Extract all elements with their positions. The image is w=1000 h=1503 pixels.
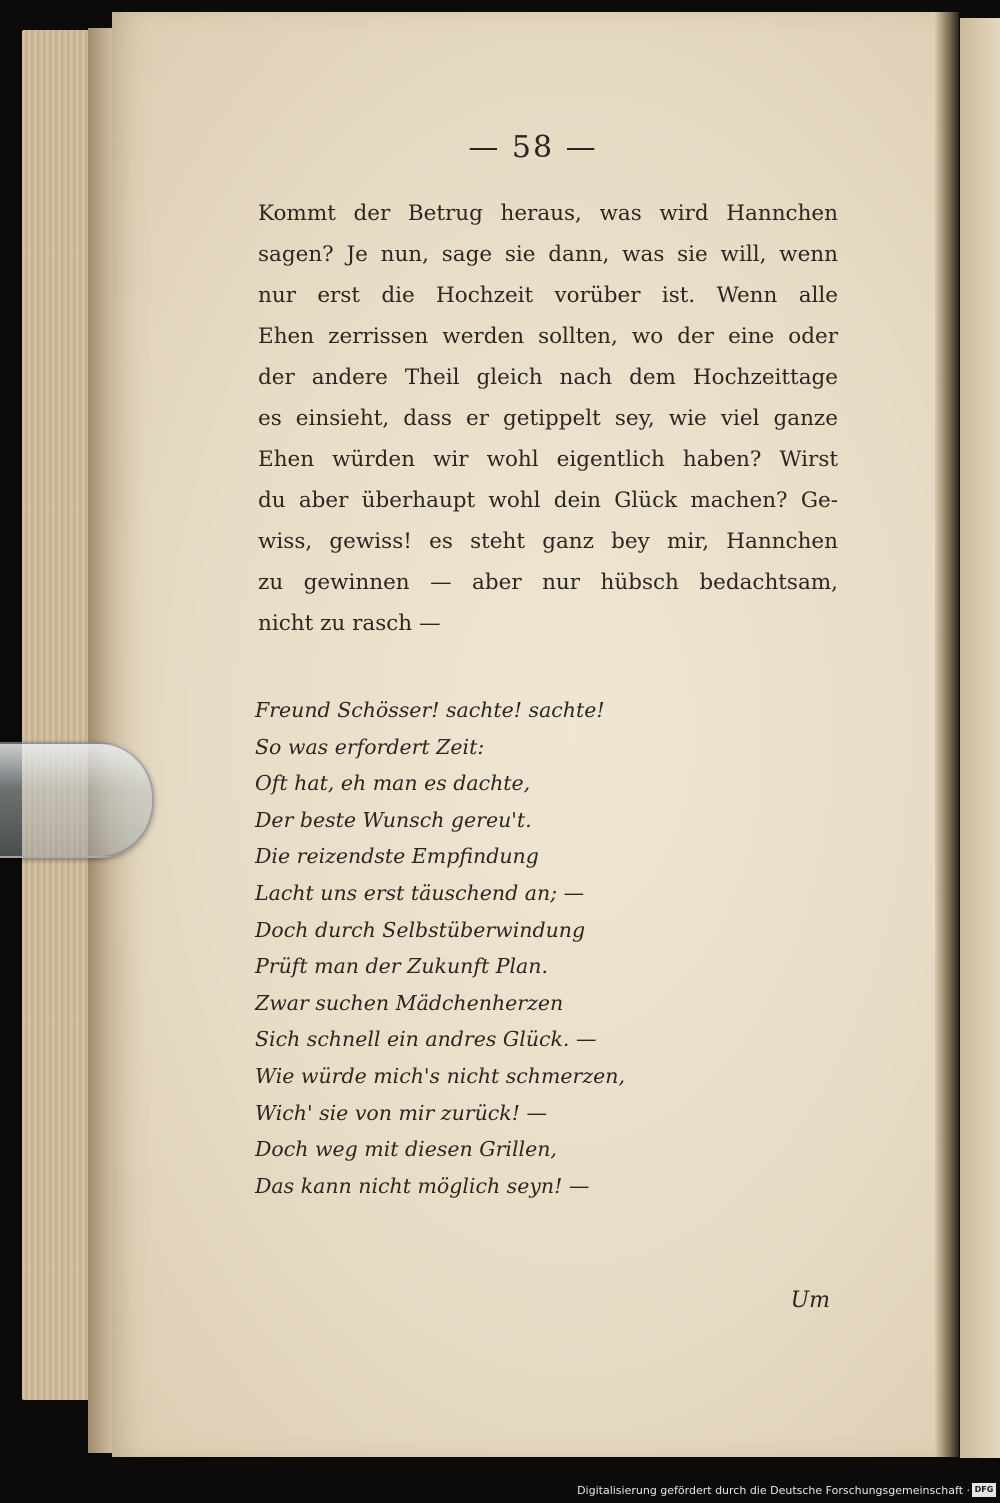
verse-line: Wie würde mich's nicht schmerzen, [255, 1063, 626, 1088]
book-gutter [935, 12, 959, 1457]
prose-line: zu gewinnen — aber nur hübsch bedachtsam, [258, 570, 838, 595]
facing-page-edge [960, 18, 1000, 1458]
prose-line: du aber überhaupt wohl dein Glück machen? Ge- [258, 488, 838, 513]
page-number: — 58 — [468, 130, 598, 165]
page-holder-clip [0, 742, 154, 858]
verse-line: Doch durch Selbstüberwindung [255, 917, 586, 942]
prose-line: nur erst die Hochzeit vorüber ist. Wenn alle [258, 283, 838, 308]
verse-line: Freund Schösser! sachte! sachte! [255, 698, 605, 722]
catchword: Um [790, 1288, 830, 1313]
verse-line: Wich' sie von mir zurück! — [255, 1100, 547, 1125]
verse-block [255, 692, 725, 1204]
verse-line: Prüft man der Zukunft Plan. [255, 954, 548, 979]
verse-line: Lacht uns erst täuschend an; — [255, 880, 585, 905]
prose-paragraph [258, 193, 838, 644]
verse-line: Sich schnell ein andres Glück. — [255, 1027, 597, 1052]
dfg-logo: DFG [972, 1483, 996, 1497]
verse-line: Das kann nicht möglich seyn! — [255, 1173, 590, 1198]
digitization-credit: Digitalisierung gefördert durch die Deutsche Forschungsgemeinschaft · [577, 1484, 970, 1497]
prose-line: Ehen würden wir wohl eigentlich haben? Wirst [258, 447, 838, 472]
prose-line: der andere Theil gleich nach dem Hochzeittage [258, 365, 838, 390]
prose-line: es einsieht, dass er getippelt sey, wie viel ganze [258, 406, 838, 431]
verse-line: Der beste Wunsch gereu't. [255, 807, 532, 832]
prose-line: Kommt der Betrug heraus, was wird Hannchen [258, 201, 838, 226]
prose-line: Ehen zerrissen werden sollten, wo der eine oder [258, 324, 838, 349]
prose-line: nicht zu rasch — [258, 611, 441, 636]
verse-line: Die reizendste Empfindung [255, 844, 539, 869]
verse-line: Doch weg mit diesen Grillen, [255, 1137, 557, 1162]
verse-line: So was erfordert Zeit: [255, 734, 485, 759]
prose-line: wiss, gewiss! es steht ganz bey mir, Hannchen [258, 529, 838, 554]
verse-line: Zwar suchen Mädchenherzen [255, 990, 564, 1015]
verse-line: Oft hat, eh man es dachte, [255, 771, 531, 796]
prose-line: sagen? Je nun, sage sie dann, was sie will, wenn [258, 242, 838, 267]
